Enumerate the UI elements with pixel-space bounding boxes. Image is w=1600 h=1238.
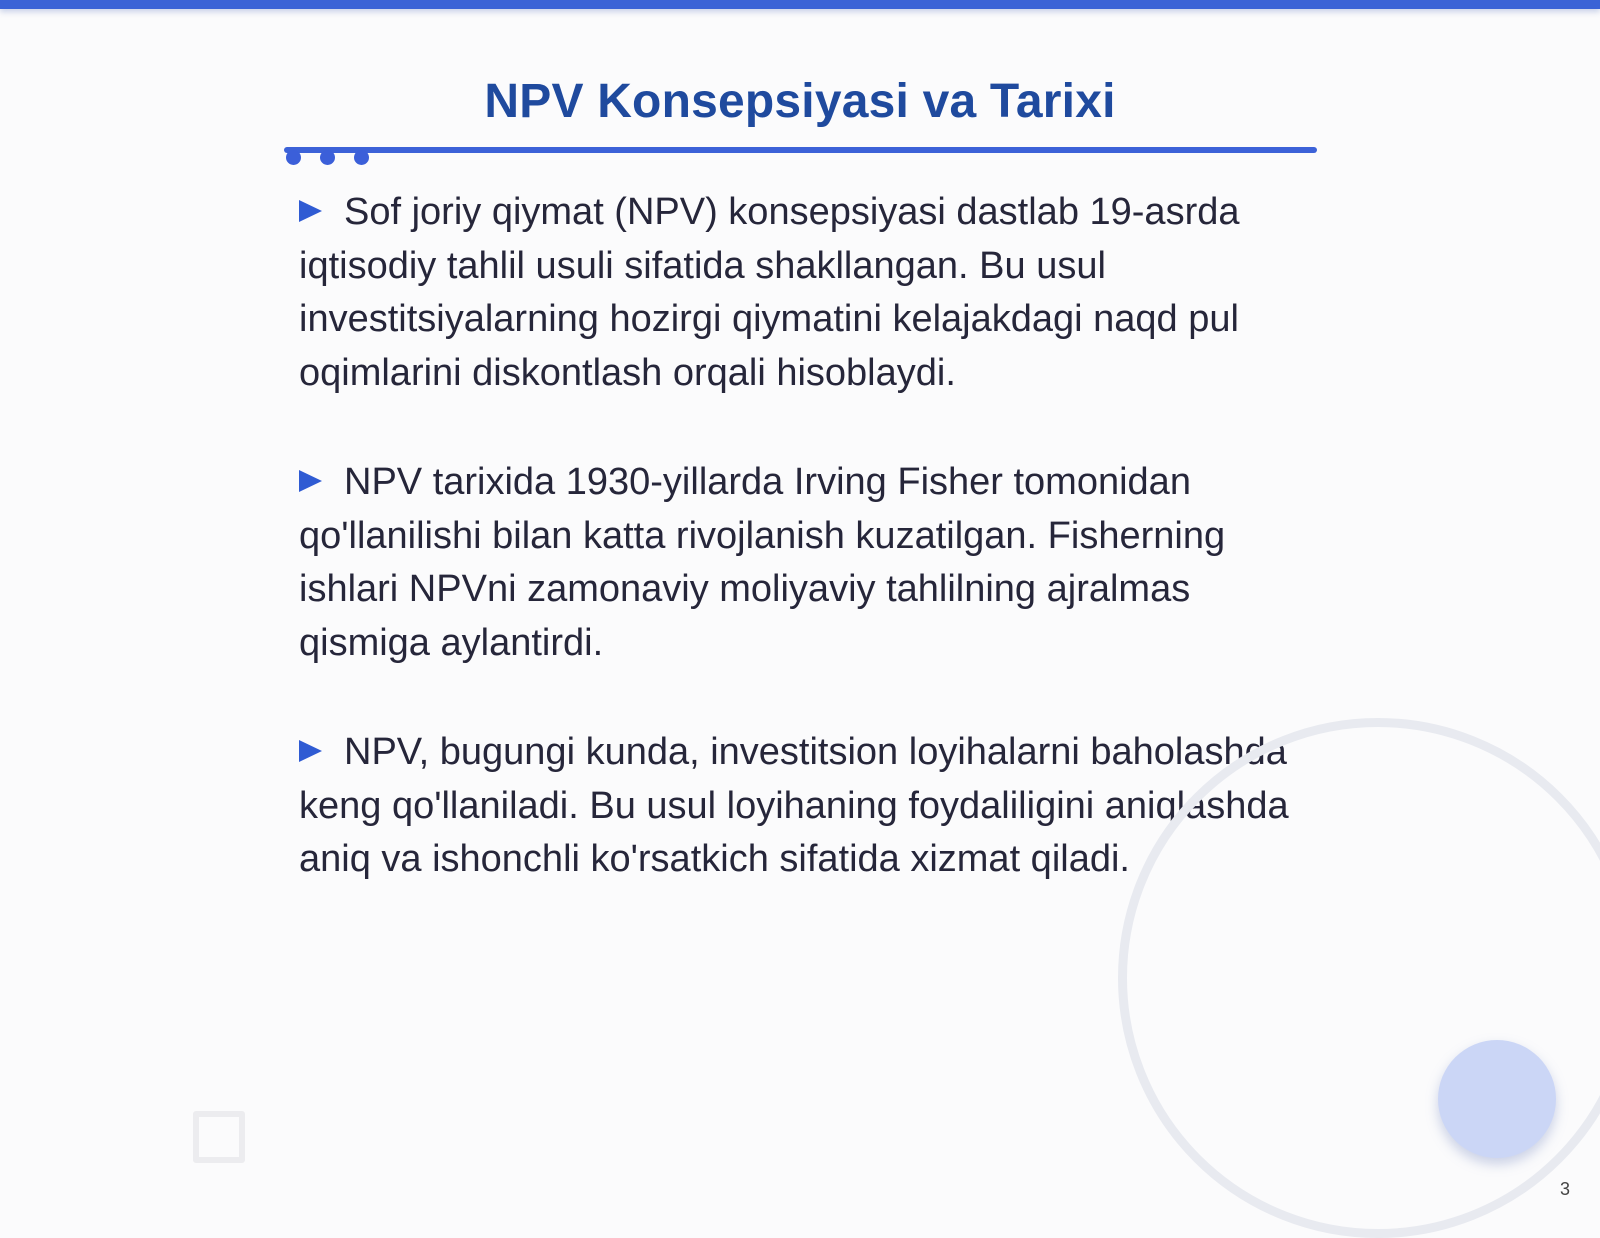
underline-dot — [354, 150, 369, 165]
underline-dot — [320, 150, 335, 165]
bullet-list — [299, 186, 1309, 943]
bullet-text: Sof joriy qiymat (NPV) konsepsiyasi dastlab 19-asrda iqtisodiy tahlil usuli sifatida shakllangan. Bu usul investitsiyalarning hozirgi qiymatini kelajakdagi naqd pul oqimlarini diskontlash orqali hisoblaydi. — [299, 191, 1240, 394]
bullet-item — [299, 456, 1309, 670]
top-accent-bar — [0, 0, 1600, 9]
title-underline — [284, 147, 1317, 153]
slide-title: NPV Konsepsiyasi va Tarixi — [484, 75, 1116, 128]
bullet-text: NPV tarixida 1930-yillarda Irving Fisher tomonidan qo'llanilishi bilan katta rivojlanish kuzatilgan. Fisherning ishlari NPVni zamonaviy moliyaviy tahlilning ajralmas qismiga aylantirdi. — [299, 461, 1226, 664]
triangle-right-icon — [299, 200, 322, 222]
decorative-square — [193, 1111, 245, 1163]
bullet-text: NPV, bugungi kunda, investitsion loyihalarni baholashda keng qo'llaniladi. Bu usul loyihaning foydaliligini aniqlashda aniq va ishonchli ko'rsatkich sifatida xizmat qiladi. — [299, 731, 1289, 880]
bullet-item — [299, 186, 1309, 400]
page-number: 3 — [1559, 1179, 1570, 1199]
triangle-right-icon — [299, 470, 322, 492]
decorative-circle — [1438, 1040, 1556, 1158]
underline-dot — [286, 150, 301, 165]
triangle-right-icon — [299, 740, 322, 762]
